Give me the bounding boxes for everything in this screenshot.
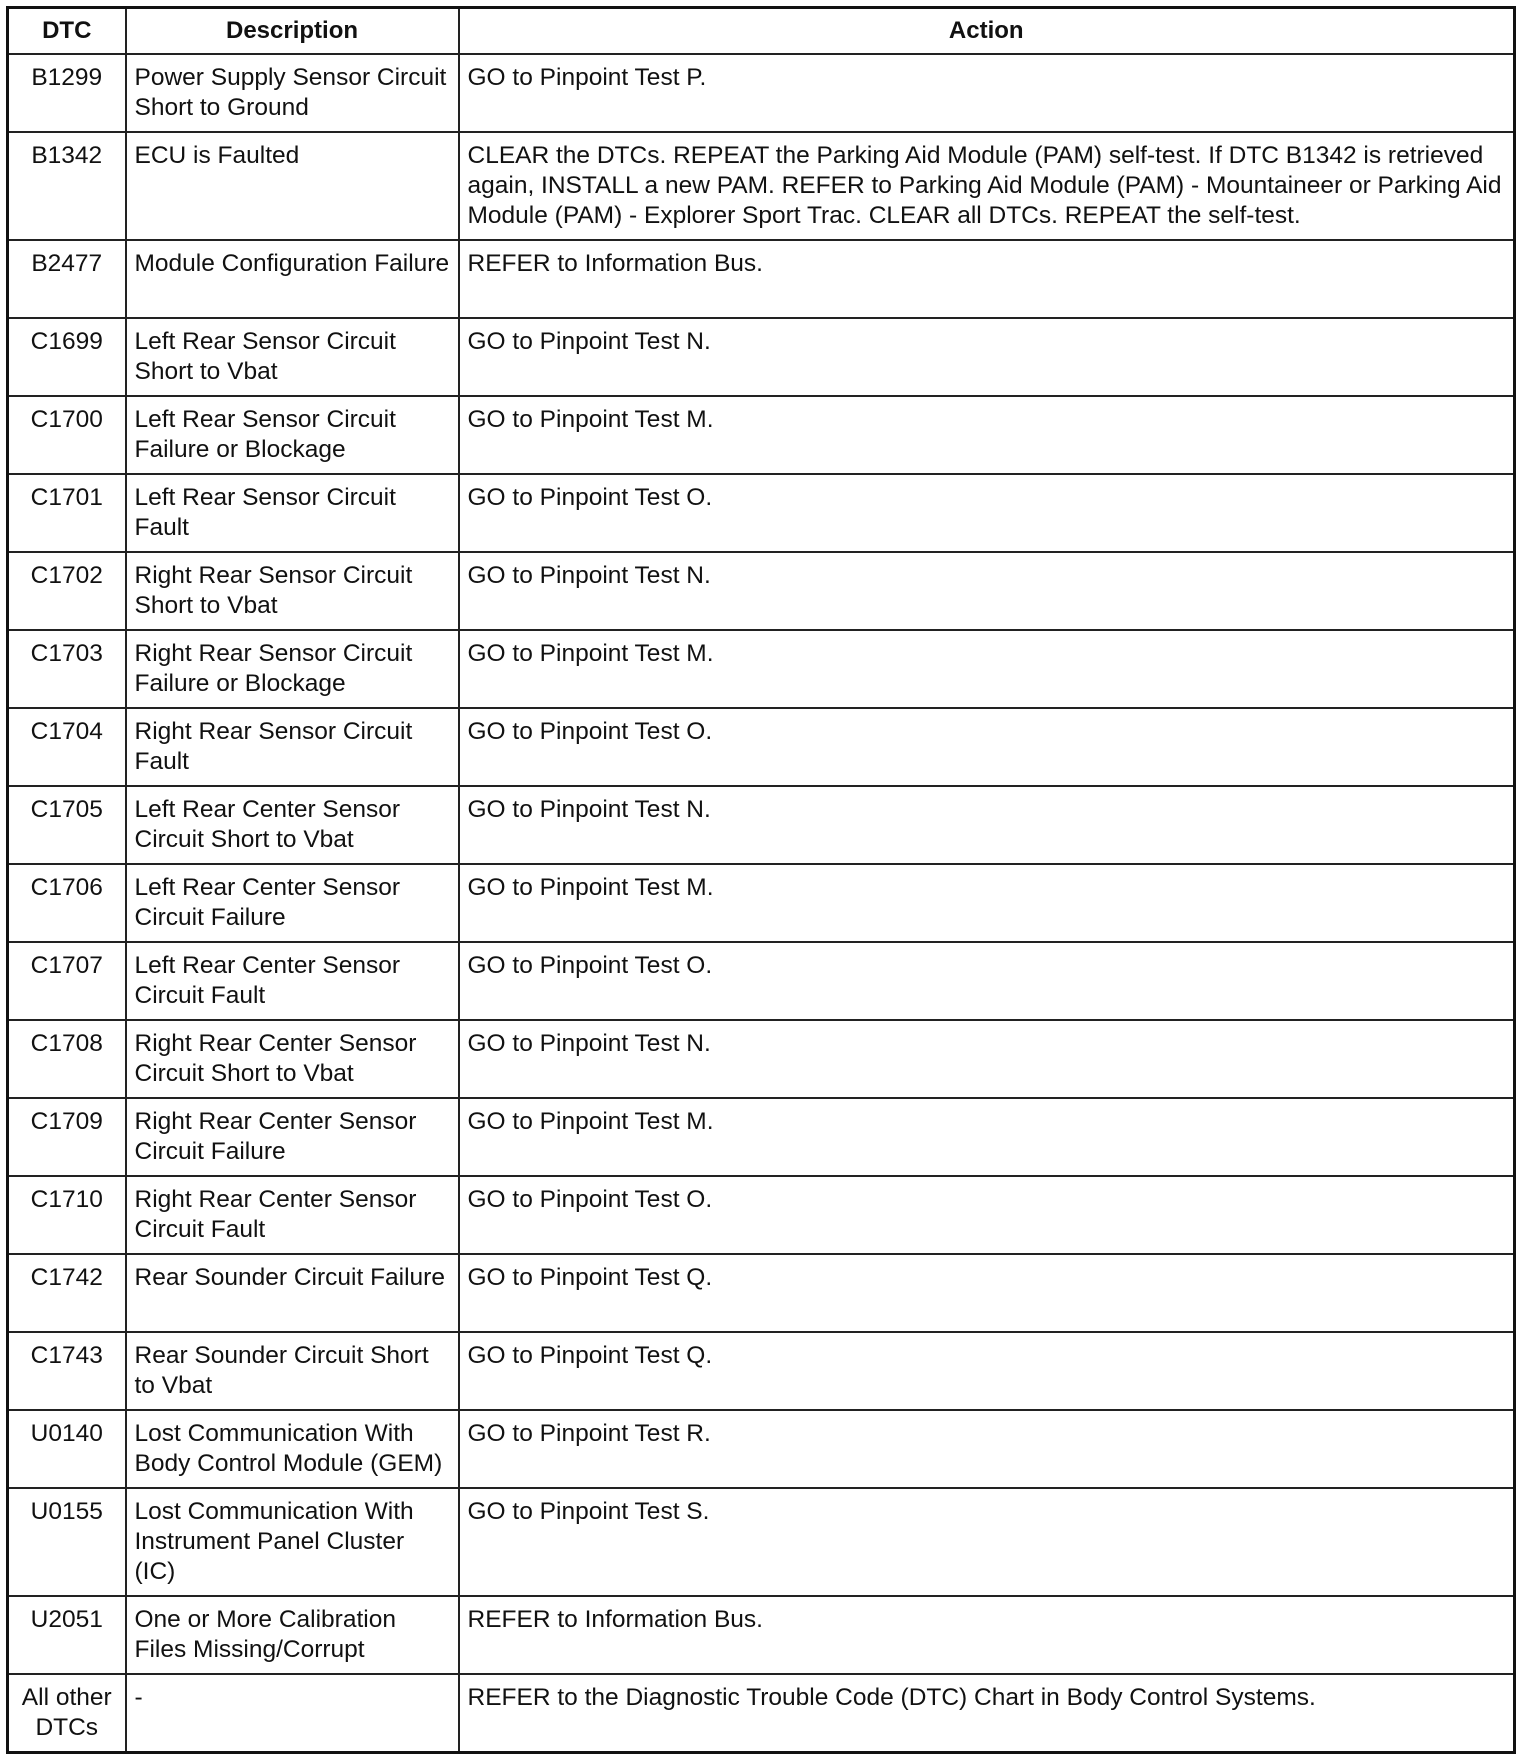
header-row <box>8 8 1515 55</box>
dtc-action: REFER to the Diagnostic Trouble Code (DTC) Chart in Body Control Systems. <box>459 1674 1515 1753</box>
dtc-action: GO to Pinpoint Test R. <box>459 1410 1515 1488</box>
dtc-code: C1709 <box>8 1098 126 1176</box>
dtc-description: ECU is Faulted <box>126 132 459 240</box>
dtc-description: Right Rear Center Sensor Circuit Short to Vbat <box>126 1020 459 1098</box>
dtc-code: C1704 <box>8 708 126 786</box>
dtc-code: C1707 <box>8 942 126 1020</box>
dtc-action: GO to Pinpoint Test O. <box>459 474 1515 552</box>
dtc-code: B2477 <box>8 240 126 318</box>
dtc-code: All other DTCs <box>8 1674 126 1753</box>
dtc-description: Left Rear Sensor Circuit Short to Vbat <box>126 318 459 396</box>
dtc-action: CLEAR the DTCs. REPEAT the Parking Aid Module (PAM) self-test. If DTC B1342 is retrieved again, INSTALL a new PAM. REFER to Parking Aid Module (PAM) - Mountaineer or Parking Aid Module (PAM) - Explorer Sport Trac. CLEAR all DTCs. REPEAT the self-test. <box>459 132 1515 240</box>
dtc-code: C1708 <box>8 1020 126 1098</box>
dtc-code: B1299 <box>8 54 126 132</box>
table-row <box>8 1596 1515 1674</box>
table-row <box>8 1674 1515 1753</box>
table-row <box>8 240 1515 318</box>
table-row <box>8 1098 1515 1176</box>
dtc-description: Right Rear Center Sensor Circuit Fault <box>126 1176 459 1254</box>
header-action: Action <box>459 8 1515 55</box>
dtc-description: Right Rear Sensor Circuit Failure or Blockage <box>126 630 459 708</box>
dtc-code: C1703 <box>8 630 126 708</box>
dtc-action: GO to Pinpoint Test N. <box>459 1020 1515 1098</box>
dtc-description: Rear Sounder Circuit Failure <box>126 1254 459 1332</box>
dtc-action: GO to Pinpoint Test O. <box>459 942 1515 1020</box>
dtc-code: U2051 <box>8 1596 126 1674</box>
table-header <box>8 8 1515 55</box>
dtc-code: C1699 <box>8 318 126 396</box>
dtc-code: B1342 <box>8 132 126 240</box>
dtc-description: Lost Communication With Body Control Module (GEM) <box>126 1410 459 1488</box>
table-row <box>8 1176 1515 1254</box>
table-row <box>8 1410 1515 1488</box>
table-row <box>8 708 1515 786</box>
dtc-action: GO to Pinpoint Test Q. <box>459 1332 1515 1410</box>
table-row <box>8 1332 1515 1410</box>
table-row <box>8 474 1515 552</box>
table-row <box>8 942 1515 1020</box>
dtc-action: GO to Pinpoint Test M. <box>459 630 1515 708</box>
dtc-description: Rear Sounder Circuit Short to Vbat <box>126 1332 459 1410</box>
dtc-description: Right Rear Sensor Circuit Short to Vbat <box>126 552 459 630</box>
dtc-code: C1706 <box>8 864 126 942</box>
table-row <box>8 318 1515 396</box>
dtc-code: C1705 <box>8 786 126 864</box>
dtc-code: C1743 <box>8 1332 126 1410</box>
dtc-description: Left Rear Center Sensor Circuit Fault <box>126 942 459 1020</box>
dtc-action: GO to Pinpoint Test Q. <box>459 1254 1515 1332</box>
table-row <box>8 1254 1515 1332</box>
table-row <box>8 630 1515 708</box>
dtc-action: REFER to Information Bus. <box>459 240 1515 318</box>
dtc-action: GO to Pinpoint Test N. <box>459 552 1515 630</box>
dtc-code: C1702 <box>8 552 126 630</box>
dtc-description: - <box>126 1674 459 1753</box>
header-dtc: DTC <box>8 8 126 55</box>
dtc-action: GO to Pinpoint Test N. <box>459 318 1515 396</box>
dtc-description: One or More Calibration Files Missing/Corrupt <box>126 1596 459 1674</box>
dtc-action: REFER to Information Bus. <box>459 1596 1515 1674</box>
dtc-action: GO to Pinpoint Test S. <box>459 1488 1515 1596</box>
dtc-action: GO to Pinpoint Test O. <box>459 708 1515 786</box>
header-description: Description <box>126 8 459 55</box>
dtc-description: Left Rear Center Sensor Circuit Failure <box>126 864 459 942</box>
dtc-action: GO to Pinpoint Test M. <box>459 396 1515 474</box>
dtc-description: Right Rear Sensor Circuit Fault <box>126 708 459 786</box>
dtc-code: C1700 <box>8 396 126 474</box>
table-row <box>8 396 1515 474</box>
dtc-code: C1701 <box>8 474 126 552</box>
table-row <box>8 552 1515 630</box>
table-row <box>8 132 1515 240</box>
table-row <box>8 864 1515 942</box>
dtc-description: Right Rear Center Sensor Circuit Failure <box>126 1098 459 1176</box>
dtc-action: GO to Pinpoint Test N. <box>459 786 1515 864</box>
dtc-action: GO to Pinpoint Test P. <box>459 54 1515 132</box>
dtc-action: GO to Pinpoint Test O. <box>459 1176 1515 1254</box>
dtc-description: Left Rear Sensor Circuit Failure or Blockage <box>126 396 459 474</box>
table-row <box>8 1488 1515 1596</box>
dtc-code: C1742 <box>8 1254 126 1332</box>
dtc-table <box>6 6 1516 1754</box>
dtc-description: Lost Communication With Instrument Panel Cluster (IC) <box>126 1488 459 1596</box>
table-row <box>8 54 1515 132</box>
dtc-description: Module Configuration Failure <box>126 240 459 318</box>
dtc-description: Power Supply Sensor Circuit Short to Ground <box>126 54 459 132</box>
dtc-code: U0155 <box>8 1488 126 1596</box>
table-row <box>8 786 1515 864</box>
dtc-action: GO to Pinpoint Test M. <box>459 1098 1515 1176</box>
dtc-description: Left Rear Center Sensor Circuit Short to Vbat <box>126 786 459 864</box>
dtc-code: U0140 <box>8 1410 126 1488</box>
table-body <box>8 54 1515 1753</box>
dtc-description: Left Rear Sensor Circuit Fault <box>126 474 459 552</box>
dtc-action: GO to Pinpoint Test M. <box>459 864 1515 942</box>
table-row <box>8 1020 1515 1098</box>
dtc-code: C1710 <box>8 1176 126 1254</box>
